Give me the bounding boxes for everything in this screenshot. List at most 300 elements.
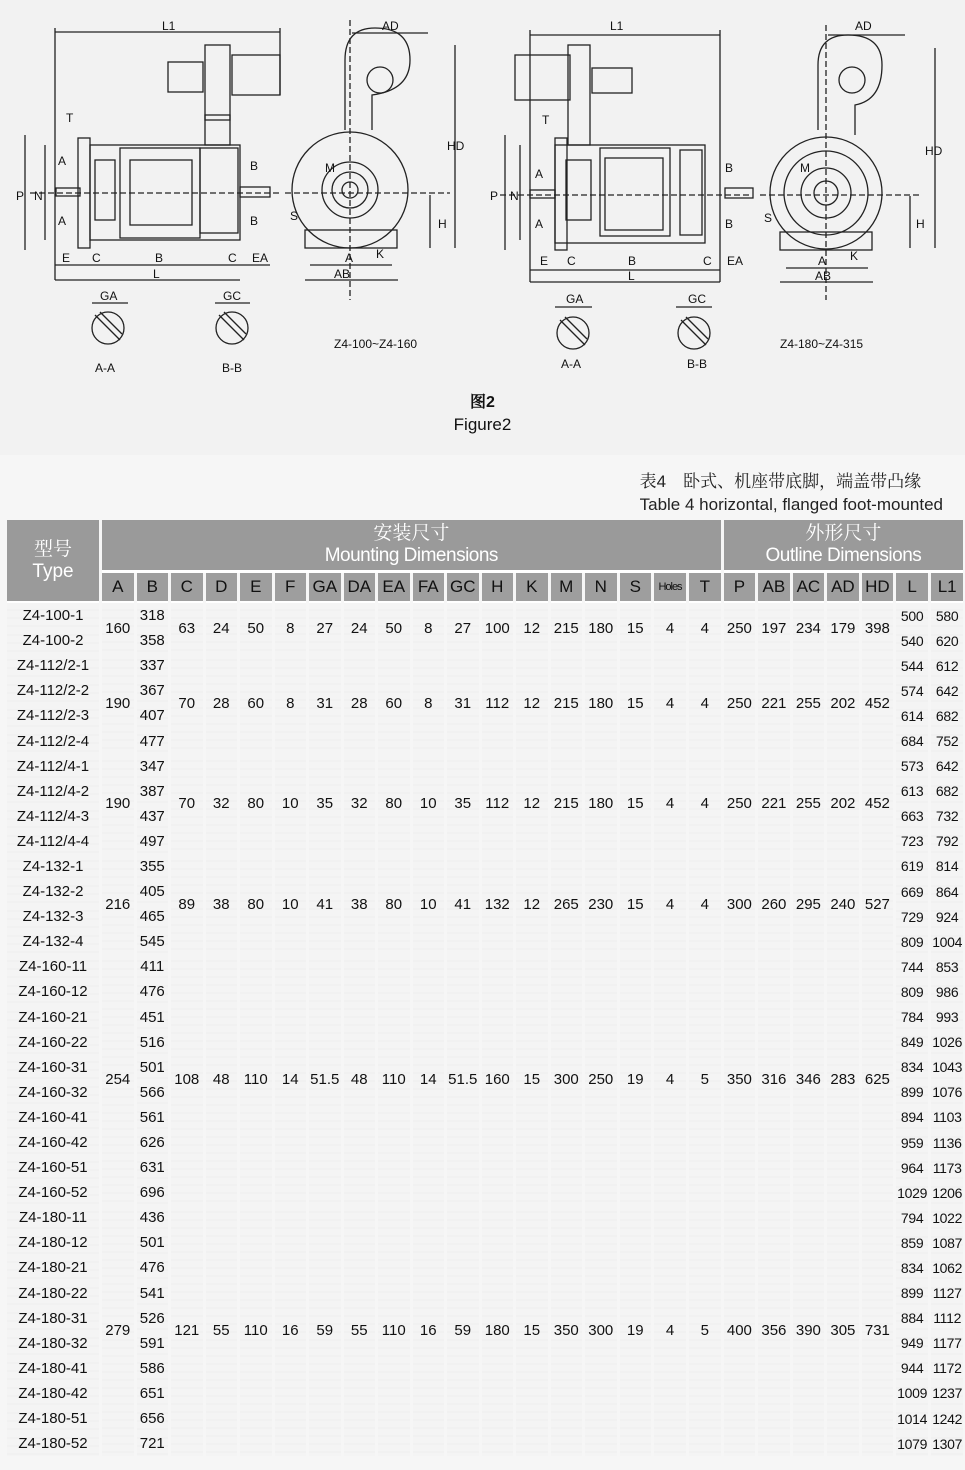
cell-l1: 924 bbox=[931, 904, 963, 929]
cell-l: 899 bbox=[896, 1281, 928, 1306]
cell-gc: 59 bbox=[447, 1205, 479, 1456]
svg-text:HD: HD bbox=[447, 139, 465, 153]
cell-l: 884 bbox=[896, 1306, 928, 1331]
svg-text:A: A bbox=[58, 214, 67, 228]
cell-c: 70 bbox=[171, 653, 203, 753]
cell-hd: 527 bbox=[862, 854, 894, 954]
cell-l1: 580 bbox=[931, 603, 963, 628]
cell-b: 358 bbox=[137, 628, 169, 653]
cell-l1: 1022 bbox=[931, 1205, 963, 1230]
type-header-en: Type bbox=[32, 560, 74, 582]
type-cell: Z4-160-12 bbox=[7, 979, 99, 1004]
cell-a: 279 bbox=[102, 1205, 134, 1456]
cell-d: 32 bbox=[206, 754, 238, 854]
type-cell: Z4-160-42 bbox=[7, 1130, 99, 1155]
cell-da: 24 bbox=[344, 603, 376, 653]
svg-text:N: N bbox=[34, 189, 43, 203]
svg-text:L: L bbox=[153, 267, 160, 281]
cell-b: 355 bbox=[137, 854, 169, 879]
cell-l: 784 bbox=[896, 1005, 928, 1030]
cell-l: 1014 bbox=[896, 1406, 928, 1431]
cell-fa: 10 bbox=[413, 854, 445, 954]
cell-p: 300 bbox=[724, 854, 756, 954]
cell-l: 949 bbox=[896, 1331, 928, 1356]
cell-b: 626 bbox=[137, 1130, 169, 1155]
cell-b: 407 bbox=[137, 703, 169, 728]
cell-fa: 8 bbox=[413, 603, 445, 653]
svg-text:B-B: B-B bbox=[687, 357, 708, 371]
cell-a: 190 bbox=[102, 754, 134, 854]
svg-text:N: N bbox=[510, 189, 519, 203]
cell-ac: 390 bbox=[793, 1205, 825, 1456]
cell-fa: 8 bbox=[413, 653, 445, 753]
column-header-c: C bbox=[171, 573, 203, 603]
cell-ga: 41 bbox=[309, 854, 341, 954]
cell-h: 160 bbox=[482, 954, 514, 1205]
cell-s: 15 bbox=[620, 653, 652, 753]
type-cell: Z4-112/2-3 bbox=[7, 703, 99, 728]
column-header-f: F bbox=[275, 573, 307, 603]
table-row bbox=[7, 854, 963, 879]
svg-text:C: C bbox=[228, 251, 237, 265]
svg-text:K: K bbox=[850, 249, 859, 263]
cell-l1: 1177 bbox=[931, 1331, 963, 1356]
cell-ea: 50 bbox=[378, 603, 410, 653]
cell-f: 10 bbox=[275, 754, 307, 854]
cell-l1: 620 bbox=[931, 628, 963, 653]
cell-l: 613 bbox=[896, 779, 928, 804]
cell-l1: 1173 bbox=[931, 1155, 963, 1180]
cell-b: 477 bbox=[137, 728, 169, 753]
svg-text:EA: EA bbox=[252, 251, 269, 265]
cell-b: 476 bbox=[137, 1255, 169, 1280]
type-cell: Z4-160-21 bbox=[7, 1005, 99, 1030]
cell-b: 465 bbox=[137, 904, 169, 929]
cell-a: 254 bbox=[102, 954, 134, 1205]
cell-s: 19 bbox=[620, 1205, 652, 1456]
cell-l: 809 bbox=[896, 979, 928, 1004]
svg-text:K: K bbox=[376, 247, 385, 261]
cell-l1: 1004 bbox=[931, 929, 963, 954]
column-header-ac: AC bbox=[793, 573, 825, 603]
table-row bbox=[7, 754, 963, 779]
cell-gc: 51.5 bbox=[447, 954, 479, 1205]
cell-t: 4 bbox=[689, 603, 721, 653]
table-caption-cn: 表4 卧式、机座带底脚，端盖带凸缘 bbox=[639, 472, 922, 491]
cell-h: 180 bbox=[482, 1205, 514, 1456]
cell-d: 28 bbox=[206, 653, 238, 753]
cell-ac: 346 bbox=[793, 954, 825, 1205]
cell-c: 63 bbox=[171, 603, 203, 653]
cell-l: 619 bbox=[896, 854, 928, 879]
column-header-holes: Holes bbox=[654, 573, 686, 603]
cell-l1: 853 bbox=[931, 954, 963, 979]
cell-gc: 27 bbox=[447, 603, 479, 653]
cell-k: 15 bbox=[516, 1205, 548, 1456]
cell-gc: 41 bbox=[447, 854, 479, 954]
cell-t: 4 bbox=[689, 754, 721, 854]
column-header-l: L bbox=[896, 573, 928, 603]
cell-l1: 864 bbox=[931, 879, 963, 904]
cell-l1: 1112 bbox=[931, 1306, 963, 1331]
type-cell: Z4-180-42 bbox=[7, 1381, 99, 1406]
cell-b: 497 bbox=[137, 829, 169, 854]
cell-l: 663 bbox=[896, 804, 928, 829]
column-header-m: M bbox=[551, 573, 583, 603]
cell-ad: 202 bbox=[827, 653, 859, 753]
svg-text:T: T bbox=[66, 111, 74, 125]
cell-b: 586 bbox=[137, 1356, 169, 1381]
cell-l: 669 bbox=[896, 879, 928, 904]
front-view-right bbox=[760, 25, 935, 300]
table-row bbox=[7, 954, 963, 979]
cell-ad: 240 bbox=[827, 854, 859, 954]
type-cell: Z4-112/2-2 bbox=[7, 678, 99, 703]
svg-text:B-B: B-B bbox=[222, 361, 243, 375]
svg-text:L1: L1 bbox=[162, 19, 176, 33]
cell-b: 631 bbox=[137, 1155, 169, 1180]
cell-l: 723 bbox=[896, 829, 928, 854]
cell-l1: 993 bbox=[931, 1005, 963, 1030]
cell-l1: 612 bbox=[931, 653, 963, 678]
column-header-l1: L1 bbox=[931, 573, 963, 603]
cell-l1: 1237 bbox=[931, 1381, 963, 1406]
figure-area bbox=[0, 0, 965, 455]
cell-n: 230 bbox=[585, 854, 617, 954]
type-cell: Z4-160-32 bbox=[7, 1080, 99, 1105]
svg-text:Z4-180~Z4-315: Z4-180~Z4-315 bbox=[780, 337, 864, 351]
cell-f: 16 bbox=[275, 1205, 307, 1456]
svg-text:H: H bbox=[438, 217, 447, 231]
cell-n: 180 bbox=[585, 603, 617, 653]
cell-l1: 792 bbox=[931, 829, 963, 854]
cell-l: 729 bbox=[896, 904, 928, 929]
column-header-ab: AB bbox=[758, 573, 790, 603]
cell-ac: 234 bbox=[793, 603, 825, 653]
cell-ea: 110 bbox=[378, 954, 410, 1205]
svg-text:Z4-100~Z4-160: Z4-100~Z4-160 bbox=[334, 337, 418, 351]
cell-l: 1079 bbox=[896, 1431, 928, 1456]
svg-text:S: S bbox=[290, 209, 299, 223]
cell-m: 350 bbox=[551, 1205, 583, 1456]
table-row bbox=[7, 1205, 963, 1230]
cell-l: 794 bbox=[896, 1205, 928, 1230]
cell-b: 387 bbox=[137, 779, 169, 804]
dimension-labels bbox=[16, 19, 943, 375]
cell-t: 5 bbox=[689, 1205, 721, 1456]
cell-l1: 1136 bbox=[931, 1130, 963, 1155]
cell-ad: 202 bbox=[827, 754, 859, 854]
svg-text:C: C bbox=[92, 251, 101, 265]
column-header-ga: GA bbox=[309, 573, 341, 603]
cell-e: 80 bbox=[240, 854, 272, 954]
cell-p: 250 bbox=[724, 653, 756, 753]
table-row bbox=[7, 653, 963, 678]
cell-m: 265 bbox=[551, 854, 583, 954]
cell-l: 1029 bbox=[896, 1180, 928, 1205]
type-cell: Z4-180-22 bbox=[7, 1281, 99, 1306]
type-cell: Z4-112/2-1 bbox=[7, 653, 99, 678]
cell-l1: 642 bbox=[931, 678, 963, 703]
cell-b: 656 bbox=[137, 1406, 169, 1431]
cell-l1: 814 bbox=[931, 854, 963, 879]
cell-s: 15 bbox=[620, 854, 652, 954]
cell-l: 500 bbox=[896, 603, 928, 628]
cell-holes: 4 bbox=[654, 653, 686, 753]
cell-a: 160 bbox=[102, 603, 134, 653]
cell-l1: 732 bbox=[931, 804, 963, 829]
svg-text:M: M bbox=[325, 161, 335, 175]
cell-l1: 1242 bbox=[931, 1406, 963, 1431]
cell-hd: 398 bbox=[862, 603, 894, 653]
type-cell: Z4-180-21 bbox=[7, 1255, 99, 1280]
cell-a: 216 bbox=[102, 854, 134, 954]
cell-l1: 1026 bbox=[931, 1030, 963, 1055]
svg-text:A: A bbox=[345, 251, 354, 265]
type-cell: Z4-180-12 bbox=[7, 1230, 99, 1255]
column-header-gc: GC bbox=[447, 573, 479, 603]
type-header-cn: 型号 bbox=[33, 538, 72, 560]
svg-text:B: B bbox=[725, 217, 734, 231]
cell-k: 12 bbox=[516, 653, 548, 753]
cell-b: 651 bbox=[137, 1381, 169, 1406]
type-cell: Z4-112/4-3 bbox=[7, 804, 99, 829]
figure-caption-cn: 图2 bbox=[470, 394, 495, 411]
column-header-da: DA bbox=[344, 573, 376, 603]
type-cell: Z4-160-22 bbox=[7, 1030, 99, 1055]
column-header-n: N bbox=[585, 573, 617, 603]
cell-l: 944 bbox=[896, 1356, 928, 1381]
cell-l: 899 bbox=[896, 1080, 928, 1105]
cell-d: 55 bbox=[206, 1205, 238, 1456]
group-header-row bbox=[7, 520, 963, 573]
cell-l: 614 bbox=[896, 703, 928, 728]
column-header-s: S bbox=[620, 573, 652, 603]
column-header-fa: FA bbox=[413, 573, 445, 603]
type-cell: Z4-180-51 bbox=[7, 1406, 99, 1431]
cell-c: 121 bbox=[171, 1205, 203, 1456]
cell-n: 180 bbox=[585, 754, 617, 854]
cell-b: 337 bbox=[137, 653, 169, 678]
cell-h: 112 bbox=[482, 754, 514, 854]
svg-text:H: H bbox=[916, 217, 925, 231]
cell-holes: 4 bbox=[654, 1205, 686, 1456]
cell-ea: 80 bbox=[378, 754, 410, 854]
table-row bbox=[7, 603, 963, 628]
svg-text:E: E bbox=[62, 251, 71, 265]
table-body bbox=[7, 603, 963, 1456]
column-header-d: D bbox=[206, 573, 238, 603]
svg-text:P: P bbox=[16, 189, 25, 203]
cell-b: 721 bbox=[137, 1431, 169, 1456]
cell-ab: 197 bbox=[758, 603, 790, 653]
cell-ab: 221 bbox=[758, 653, 790, 753]
figure-caption-en: Figure2 bbox=[453, 415, 512, 434]
cell-b: 347 bbox=[137, 754, 169, 779]
cell-ga: 35 bbox=[309, 754, 341, 854]
cell-l: 859 bbox=[896, 1230, 928, 1255]
cell-ea: 110 bbox=[378, 1205, 410, 1456]
cell-l1: 682 bbox=[931, 703, 963, 728]
cell-b: 561 bbox=[137, 1105, 169, 1130]
svg-text:B: B bbox=[628, 254, 637, 268]
cell-p: 350 bbox=[724, 954, 756, 1205]
shaft-sections-left bbox=[92, 303, 250, 344]
type-cell: Z4-132-2 bbox=[7, 879, 99, 904]
column-header-k: K bbox=[516, 573, 548, 603]
cell-l: 834 bbox=[896, 1255, 928, 1280]
cell-l1: 642 bbox=[931, 754, 963, 779]
mounting-header-en: Mounting Dimensions bbox=[324, 545, 498, 566]
svg-text:E: E bbox=[540, 254, 549, 268]
cell-ab: 260 bbox=[758, 854, 790, 954]
cell-ea: 60 bbox=[378, 653, 410, 753]
column-header-ea: EA bbox=[378, 573, 410, 603]
cell-holes: 4 bbox=[654, 754, 686, 854]
cell-ad: 283 bbox=[827, 954, 859, 1205]
cell-b: 516 bbox=[137, 1030, 169, 1055]
cell-a: 190 bbox=[102, 653, 134, 753]
type-header bbox=[7, 520, 99, 603]
cell-s: 19 bbox=[620, 954, 652, 1205]
cell-l1: 986 bbox=[931, 979, 963, 1004]
cell-b: 437 bbox=[137, 804, 169, 829]
cell-n: 300 bbox=[585, 1205, 617, 1456]
cell-b: 367 bbox=[137, 678, 169, 703]
type-cell: Z4-112/4-4 bbox=[7, 829, 99, 854]
cell-ab: 356 bbox=[758, 1205, 790, 1456]
cell-ac: 255 bbox=[793, 653, 825, 753]
svg-text:C: C bbox=[567, 254, 576, 268]
column-header-ad: AD bbox=[827, 573, 859, 603]
cell-b: 526 bbox=[137, 1306, 169, 1331]
svg-text:HD: HD bbox=[925, 144, 943, 158]
cell-b: 436 bbox=[137, 1205, 169, 1230]
cell-gc: 35 bbox=[447, 754, 479, 854]
cell-l1: 752 bbox=[931, 728, 963, 753]
cell-f: 8 bbox=[275, 603, 307, 653]
dimensions-table-wrap bbox=[4, 520, 961, 1456]
cell-d: 48 bbox=[206, 954, 238, 1205]
dimensions-table bbox=[4, 520, 965, 1456]
cell-b: 501 bbox=[137, 1055, 169, 1080]
mounting-header-cn: 安装尺寸 bbox=[373, 523, 450, 544]
cell-l: 1009 bbox=[896, 1381, 928, 1406]
svg-text:C: C bbox=[703, 254, 712, 268]
svg-text:AD: AD bbox=[382, 19, 399, 33]
type-cell: Z4-180-31 bbox=[7, 1306, 99, 1331]
column-header-row bbox=[7, 573, 963, 603]
cell-k: 15 bbox=[516, 954, 548, 1205]
svg-text:B: B bbox=[725, 161, 734, 175]
cell-l: 849 bbox=[896, 1030, 928, 1055]
cell-e: 60 bbox=[240, 653, 272, 753]
column-header-e: E bbox=[240, 573, 272, 603]
motor-drawings bbox=[0, 0, 965, 455]
mounting-dimensions-header bbox=[102, 520, 721, 573]
cell-l1: 1103 bbox=[931, 1105, 963, 1130]
type-cell: Z4-160-11 bbox=[7, 954, 99, 979]
svg-text:A-A: A-A bbox=[95, 361, 116, 375]
cell-l: 894 bbox=[896, 1105, 928, 1130]
svg-text:GA: GA bbox=[100, 289, 118, 303]
cell-hd: 625 bbox=[862, 954, 894, 1205]
cell-da: 28 bbox=[344, 653, 376, 753]
cell-h: 112 bbox=[482, 653, 514, 753]
cell-da: 32 bbox=[344, 754, 376, 854]
cell-p: 250 bbox=[724, 754, 756, 854]
svg-text:A: A bbox=[818, 254, 827, 268]
cell-l: 834 bbox=[896, 1055, 928, 1080]
svg-text:L: L bbox=[628, 269, 635, 283]
cell-l1: 1062 bbox=[931, 1255, 963, 1280]
cell-f: 14 bbox=[275, 954, 307, 1205]
svg-text:B: B bbox=[155, 251, 164, 265]
column-header-h: H bbox=[482, 573, 514, 603]
cell-l: 959 bbox=[896, 1130, 928, 1155]
type-cell: Z4-112/4-2 bbox=[7, 779, 99, 804]
cell-m: 215 bbox=[551, 603, 583, 653]
cell-s: 15 bbox=[620, 754, 652, 854]
cell-f: 8 bbox=[275, 653, 307, 753]
cell-m: 300 bbox=[551, 954, 583, 1205]
svg-text:EA: EA bbox=[727, 254, 744, 268]
cell-b: 545 bbox=[137, 929, 169, 954]
type-cell: Z4-160-51 bbox=[7, 1155, 99, 1180]
cell-ad: 305 bbox=[827, 1205, 859, 1456]
type-cell: Z4-112/2-4 bbox=[7, 728, 99, 753]
column-header-b: B bbox=[137, 573, 169, 603]
cell-ac: 255 bbox=[793, 754, 825, 854]
cell-l: 809 bbox=[896, 929, 928, 954]
cell-ga: 27 bbox=[309, 603, 341, 653]
type-cell: Z4-180-11 bbox=[7, 1205, 99, 1230]
cell-ab: 221 bbox=[758, 754, 790, 854]
svg-text:S: S bbox=[764, 211, 773, 225]
svg-text:A-A: A-A bbox=[561, 357, 582, 371]
svg-text:A: A bbox=[58, 154, 67, 168]
type-cell: Z4-132-1 bbox=[7, 854, 99, 879]
cell-k: 12 bbox=[516, 603, 548, 653]
cell-l1: 1206 bbox=[931, 1180, 963, 1205]
cell-b: 318 bbox=[137, 603, 169, 628]
cell-k: 12 bbox=[516, 754, 548, 854]
cell-p: 250 bbox=[724, 603, 756, 653]
cell-l1: 1076 bbox=[931, 1080, 963, 1105]
cell-holes: 4 bbox=[654, 603, 686, 653]
cell-h: 100 bbox=[482, 603, 514, 653]
column-header-t: T bbox=[689, 573, 721, 603]
column-header-hd: HD bbox=[862, 573, 894, 603]
cell-k: 12 bbox=[516, 854, 548, 954]
cell-b: 541 bbox=[137, 1281, 169, 1306]
cell-l1: 1043 bbox=[931, 1055, 963, 1080]
cell-l1: 1172 bbox=[931, 1356, 963, 1381]
cell-ea: 80 bbox=[378, 854, 410, 954]
cell-d: 24 bbox=[206, 603, 238, 653]
table-caption bbox=[640, 470, 943, 516]
type-cell: Z4-100-1 bbox=[7, 603, 99, 628]
cell-l: 544 bbox=[896, 653, 928, 678]
cell-b: 591 bbox=[137, 1331, 169, 1356]
type-cell: Z4-160-52 bbox=[7, 1180, 99, 1205]
cell-m: 215 bbox=[551, 754, 583, 854]
cell-e: 110 bbox=[240, 1205, 272, 1456]
cell-l: 744 bbox=[896, 954, 928, 979]
svg-text:GC: GC bbox=[688, 292, 706, 306]
svg-text:AB: AB bbox=[815, 269, 832, 283]
svg-text:GC: GC bbox=[223, 289, 241, 303]
